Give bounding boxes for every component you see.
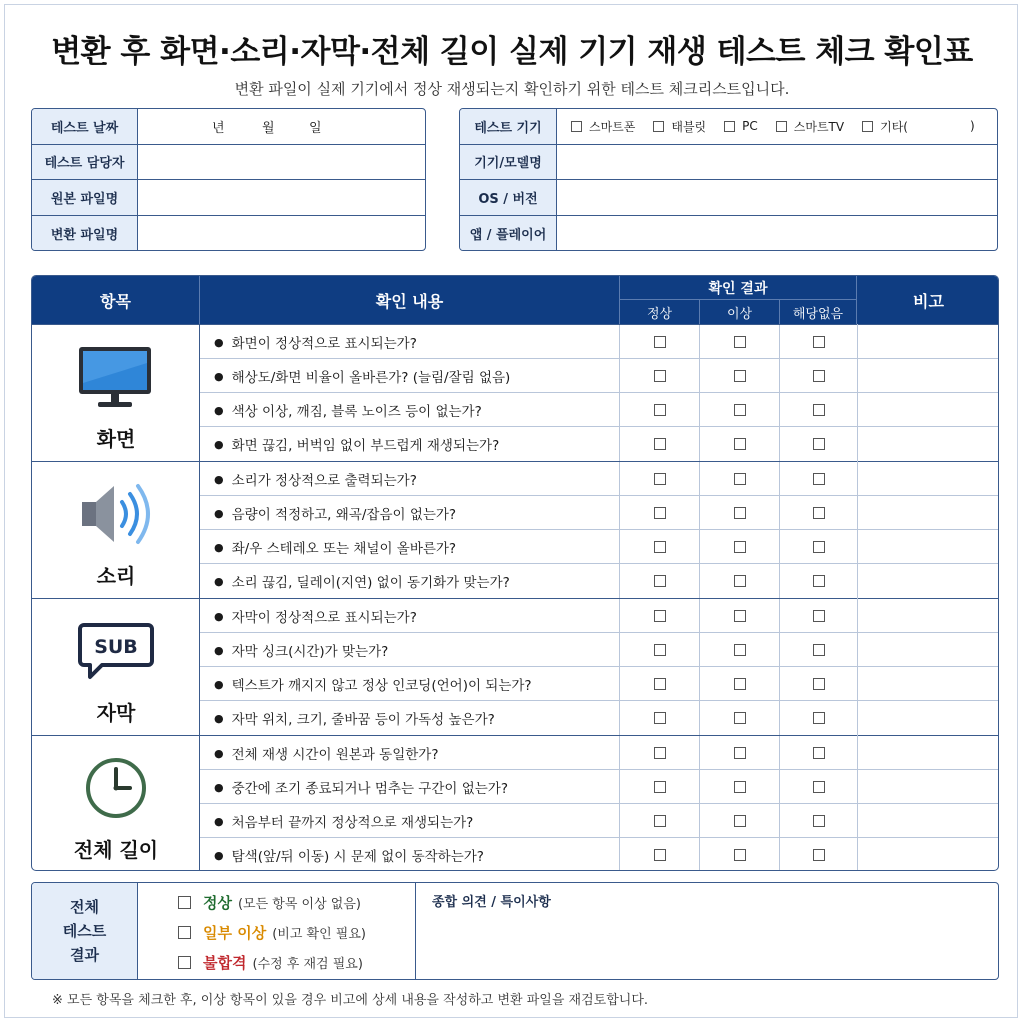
remark-field[interactable] — [858, 496, 999, 530]
check-question: ● 소리 끊김, 딜레이(지연) 없이 동기화가 맞는가? — [200, 564, 620, 598]
section-screen — [32, 324, 999, 461]
date-label: 테스트 날짜 — [32, 109, 138, 144]
checkbox[interactable] — [178, 956, 191, 969]
overall-result — [31, 882, 999, 980]
remark-field[interactable] — [858, 838, 999, 871]
info-row-model — [460, 145, 997, 181]
remark-field[interactable] — [858, 393, 999, 427]
remark-field[interactable] — [858, 530, 999, 564]
tester-label: 테스트 담당자 — [32, 145, 138, 180]
device-option[interactable]: PC — [724, 119, 758, 133]
section-duration — [32, 735, 999, 871]
remark-field[interactable] — [858, 736, 999, 770]
page-subtitle: 변환 파일이 실제 기기에서 정상 재생되는지 확인하기 위한 테스트 체크리스트입니다. — [234, 80, 790, 98]
normal-checkbox[interactable] — [654, 849, 666, 861]
section-name: 자막 — [96, 701, 136, 725]
remark-field[interactable] — [858, 701, 999, 735]
normal-checkbox[interactable] — [654, 712, 666, 724]
normal-checkbox[interactable] — [654, 678, 666, 690]
abnormal-checkbox[interactable] — [734, 336, 746, 348]
test-info-table — [31, 108, 426, 251]
section-category — [32, 736, 200, 871]
date-year-label: 년 — [212, 120, 225, 136]
normal-checkbox[interactable] — [654, 438, 666, 450]
device-option[interactable]: 태블릿 — [653, 118, 706, 135]
header-normal: 정상 — [620, 300, 700, 324]
check-row — [200, 667, 999, 701]
device-options — [557, 109, 997, 144]
remark-field[interactable] — [858, 427, 999, 461]
check-question: ● 해상도/화면 비율이 올바른가? (늘림/잘림 없음) — [200, 359, 620, 393]
check-question: ● 화면 끊김, 버벅임 없이 부드럽게 재생되는가? — [200, 427, 620, 461]
info-row-device — [460, 109, 997, 145]
abnormal-checkbox[interactable] — [734, 849, 746, 861]
check-question: ● 자막이 정상적으로 표시되는가? — [200, 599, 620, 633]
original-file-field[interactable] — [138, 180, 425, 215]
check-row — [200, 530, 999, 564]
normal-checkbox[interactable] — [654, 575, 666, 587]
info-row-converted — [32, 216, 425, 252]
na-checkbox[interactable] — [813, 610, 825, 622]
checklist-table — [31, 275, 999, 871]
na-checkbox[interactable] — [813, 781, 825, 793]
remark-field[interactable] — [858, 325, 999, 359]
check-row — [200, 838, 999, 871]
remark-field[interactable] — [858, 462, 999, 496]
na-checkbox[interactable] — [813, 370, 825, 382]
converted-file-field[interactable] — [138, 216, 425, 252]
check-question: ● 소리가 정상적으로 출력되는가? — [200, 462, 620, 496]
na-checkbox[interactable] — [813, 473, 825, 485]
check-row — [200, 736, 999, 770]
remark-field[interactable] — [858, 359, 999, 393]
device-option-other[interactable]: 기타( ) — [862, 118, 975, 135]
header-result: 확인 결과 — [620, 276, 857, 300]
section-sound — [32, 461, 999, 598]
abnormal-checkbox[interactable] — [734, 541, 746, 553]
info-row-os — [460, 180, 997, 216]
check-question: ● 색상 이상, 깨짐, 블록 노이즈 등이 없는가? — [200, 393, 620, 427]
header-remark: 비고 — [913, 291, 944, 311]
result-option-partial[interactable]: 일부 이상 (비고 확인 필요) — [178, 921, 366, 943]
checkbox[interactable] — [571, 121, 582, 132]
subtitle-icon — [78, 617, 154, 685]
check-row — [200, 462, 999, 496]
check-question: ● 전체 재생 시간이 원본과 동일한가? — [200, 736, 620, 770]
check-row — [200, 359, 999, 393]
section-category — [32, 325, 200, 461]
abnormal-checkbox[interactable] — [734, 575, 746, 587]
checklist-header — [32, 276, 999, 324]
normal-checkbox[interactable] — [654, 610, 666, 622]
date-month-label: 월 — [262, 120, 275, 136]
normal-checkbox[interactable] — [654, 815, 666, 827]
check-question: ● 화면이 정상적으로 표시되는가? — [200, 325, 620, 359]
checkbox[interactable] — [653, 121, 664, 132]
abnormal-checkbox[interactable] — [734, 507, 746, 519]
check-question: ● 음량이 적정하고, 왜곡/잡음이 없는가? — [200, 496, 620, 530]
check-row — [200, 804, 999, 838]
remark-field[interactable] — [858, 599, 999, 633]
abnormal-checkbox[interactable] — [734, 473, 746, 485]
model-field[interactable] — [557, 145, 997, 180]
info-row-app — [460, 216, 997, 252]
na-checkbox[interactable] — [813, 541, 825, 553]
result-option-fail[interactable]: 불합격 (수정 후 재검 필요) — [178, 951, 363, 973]
info-row-tester — [32, 145, 425, 181]
abnormal-checkbox[interactable] — [734, 404, 746, 416]
abnormal-checkbox[interactable] — [734, 370, 746, 382]
na-checkbox[interactable] — [813, 815, 825, 827]
normal-checkbox[interactable] — [654, 781, 666, 793]
normal-checkbox[interactable] — [654, 336, 666, 348]
check-question: ● 처음부터 끝까지 정상적으로 재생되는가? — [200, 804, 620, 838]
check-question: ● 탐색(앞/뒤 이동) 시 문제 없이 동작하는가? — [200, 838, 620, 871]
tester-field[interactable] — [138, 145, 425, 180]
comment-field[interactable] — [416, 913, 998, 977]
check-question: ● 좌/우 스테레오 또는 채널이 올바른가? — [200, 530, 620, 564]
remark-field[interactable] — [858, 564, 999, 598]
header-content: 확인 내용 — [200, 276, 620, 324]
normal-checkbox[interactable] — [654, 541, 666, 553]
section-name: 화면 — [96, 427, 136, 451]
header-abnormal: 이상 — [700, 300, 780, 324]
na-checkbox[interactable] — [813, 575, 825, 587]
abnormal-checkbox[interactable] — [734, 747, 746, 759]
abnormal-checkbox[interactable] — [734, 610, 746, 622]
remark-field[interactable] — [858, 667, 999, 701]
na-checkbox[interactable] — [813, 849, 825, 861]
clock-icon — [78, 754, 154, 822]
check-row — [200, 701, 999, 735]
model-label: 기기/모델명 — [460, 145, 557, 180]
na-checkbox[interactable] — [813, 644, 825, 656]
converted-file-label: 변환 파일명 — [32, 216, 138, 252]
check-row — [200, 427, 999, 461]
device-label: 테스트 기기 — [460, 109, 557, 144]
subtitle-icon-text: SUB — [94, 636, 138, 658]
device-option[interactable]: 스마트TV — [776, 118, 844, 135]
na-checkbox[interactable] — [813, 712, 825, 724]
section-name: 전체 길이 — [73, 838, 159, 862]
na-checkbox[interactable] — [813, 404, 825, 416]
footnote: ※ 모든 항목을 체크한 후, 이상 항목이 있을 경우 비고에 상세 내용을 작성하고 변환 파일을 재검토합니다. — [52, 993, 649, 1008]
device-info-table — [459, 108, 998, 251]
abnormal-checkbox[interactable] — [734, 644, 746, 656]
overall-result-label: 전체 테스트 결과 — [32, 883, 138, 979]
na-checkbox[interactable] — [813, 747, 825, 759]
result-option-pass[interactable]: 정상 (모든 항목 이상 없음) — [178, 891, 361, 913]
check-question: ● 중간에 조기 종료되거나 멈추는 구간이 없는가? — [200, 770, 620, 804]
normal-checkbox[interactable] — [654, 473, 666, 485]
comment-label: 종합 의견 / 특이사항 — [432, 895, 551, 910]
normal-checkbox[interactable] — [654, 507, 666, 519]
check-row — [200, 496, 999, 530]
remark-field[interactable] — [858, 633, 999, 667]
normal-checkbox[interactable] — [654, 404, 666, 416]
na-checkbox[interactable] — [813, 438, 825, 450]
check-row — [200, 325, 999, 359]
checkbox[interactable] — [862, 121, 873, 132]
check-question: ● 텍스트가 깨지지 않고 정상 인코딩(언어)이 되는가? — [200, 667, 620, 701]
section-category — [32, 462, 200, 598]
checkbox[interactable] — [178, 896, 191, 909]
check-row — [200, 599, 999, 633]
na-checkbox[interactable] — [813, 507, 825, 519]
check-question: ● 자막 위치, 크기, 줄바꿈 등이 가독성 높은가? — [200, 701, 620, 735]
abnormal-checkbox[interactable] — [734, 815, 746, 827]
abnormal-checkbox[interactable] — [734, 438, 746, 450]
check-row — [200, 393, 999, 427]
section-subtitle — [32, 598, 999, 735]
remark-field[interactable] — [858, 770, 999, 804]
checkbox[interactable] — [178, 926, 191, 939]
check-row — [200, 770, 999, 804]
abnormal-checkbox[interactable] — [734, 678, 746, 690]
os-field[interactable] — [557, 180, 997, 215]
date-day-label: 일 — [309, 120, 322, 136]
check-row — [200, 633, 999, 667]
normal-checkbox[interactable] — [654, 747, 666, 759]
date-field[interactable] — [138, 109, 425, 144]
speaker-icon — [78, 480, 154, 548]
section-name: 소리 — [96, 564, 136, 588]
section-category — [32, 599, 200, 735]
info-row-original — [32, 180, 425, 216]
os-label: OS / 버전 — [460, 180, 557, 215]
overall-result-options — [138, 883, 416, 979]
na-checkbox[interactable] — [813, 336, 825, 348]
original-file-label: 원본 파일명 — [32, 180, 138, 215]
checkbox[interactable] — [724, 121, 735, 132]
remark-divider — [857, 324, 858, 871]
remark-field[interactable] — [858, 804, 999, 838]
abnormal-checkbox[interactable] — [734, 712, 746, 724]
app-field[interactable] — [557, 216, 997, 252]
device-option[interactable]: 스마트폰 — [571, 118, 635, 135]
info-row-date — [32, 109, 425, 145]
header-na: 해당없음 — [780, 300, 857, 324]
na-checkbox[interactable] — [813, 678, 825, 690]
monitor-icon — [78, 343, 154, 411]
normal-checkbox[interactable] — [654, 370, 666, 382]
normal-checkbox[interactable] — [654, 644, 666, 656]
checkbox[interactable] — [776, 121, 787, 132]
check-question: ● 자막 싱크(시간)가 맞는가? — [200, 633, 620, 667]
check-row — [200, 564, 999, 598]
header-item: 항목 — [32, 276, 200, 324]
abnormal-checkbox[interactable] — [734, 781, 746, 793]
page-title: 변환 후 화면·소리·자막·전체 길이 실제 기기 재생 테스트 체크 확인표 — [51, 34, 973, 70]
app-label: 앱 / 플레이어 — [460, 216, 557, 252]
